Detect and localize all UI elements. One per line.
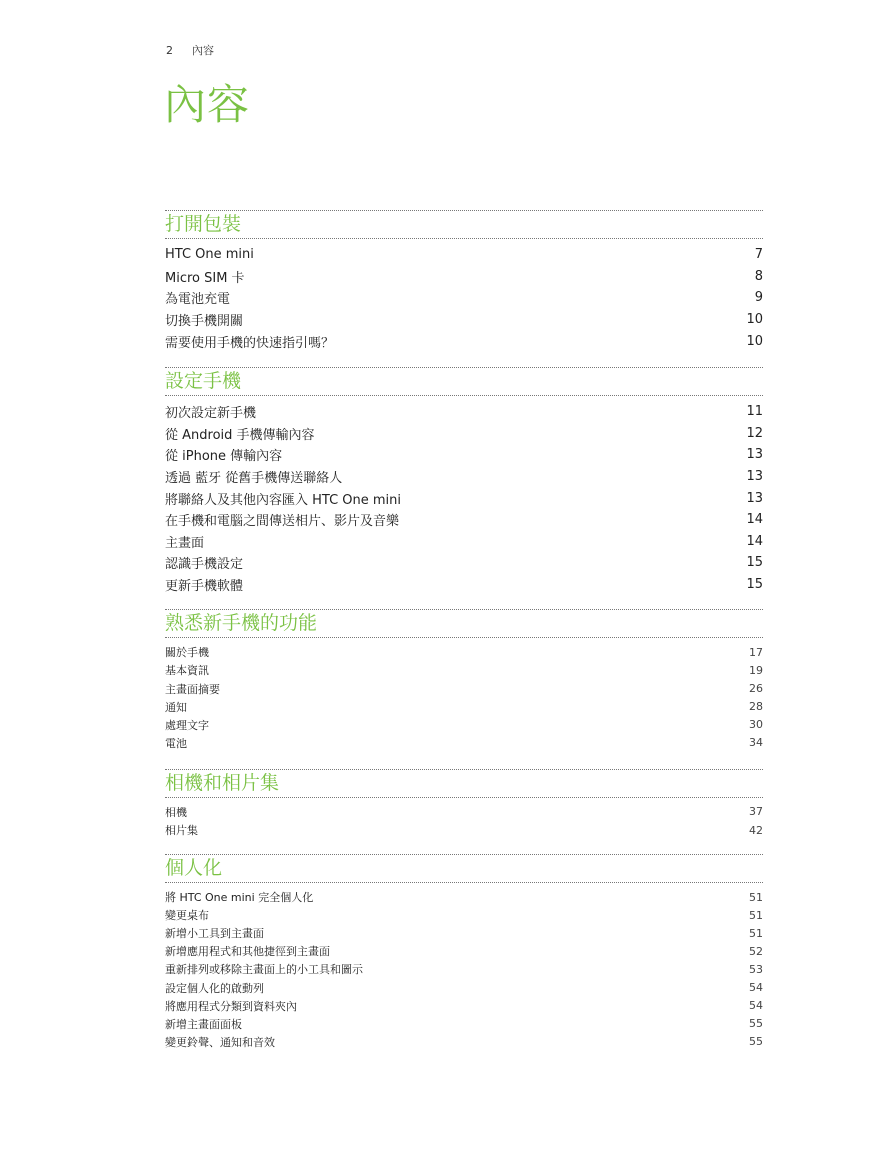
toc-entry-label: 透過 藍牙 從舊手機傳送聯絡人 <box>165 471 343 487</box>
toc-entry-page: 9 <box>754 290 763 306</box>
toc-entry[interactable] <box>165 906 763 924</box>
toc-entry-label: 從 Android 手機傳輸內容 <box>165 427 315 443</box>
toc-entry-label: 設定個人化的啟動列 <box>165 981 264 995</box>
toc-entry-page: 51 <box>749 908 763 922</box>
toc-entry-page: 12 <box>746 425 763 441</box>
toc-entry-label: 相機 <box>165 805 187 819</box>
table-of-contents <box>165 210 763 1051</box>
toc-entry[interactable] <box>165 888 763 906</box>
toc-entry[interactable] <box>165 661 763 679</box>
toc-section <box>165 367 763 595</box>
section-heading[interactable]: 熟悉新手機的功能 <box>165 609 763 638</box>
header-page-number: 2 <box>166 44 173 57</box>
toc-entry-label: 為電池充電 <box>165 292 231 308</box>
toc-entry-label: 認識手機設定 <box>165 557 244 573</box>
section-spacer <box>165 752 763 769</box>
section-spacer <box>165 352 763 367</box>
toc-entry-label: 變更桌布 <box>165 909 209 923</box>
toc-entry[interactable] <box>165 574 763 596</box>
toc-entry[interactable] <box>165 716 763 734</box>
toc-entry-label: 新增主畫面面板 <box>165 1017 242 1031</box>
toc-entry-page: 17 <box>749 645 763 659</box>
toc-entry-page: 52 <box>749 944 763 958</box>
toc-entry-label: 需要使用手機的快速指引嗎？ <box>165 335 335 351</box>
toc-entry-page: 37 <box>749 805 763 819</box>
toc-entry-page: 13 <box>746 490 763 506</box>
section-heading[interactable]: 設定手機 <box>165 367 763 396</box>
toc-entry-page: 10 <box>746 312 763 328</box>
toc-section <box>165 854 763 1051</box>
toc-entry[interactable] <box>165 330 763 352</box>
toc-entry[interactable] <box>165 552 763 574</box>
toc-entry[interactable] <box>165 734 763 752</box>
toc-entry-page: 15 <box>746 555 763 571</box>
toc-entry-page: 30 <box>749 718 763 732</box>
toc-entry-label: 更新手機軟體 <box>165 579 244 595</box>
toc-entry[interactable] <box>165 287 763 309</box>
toc-entry-label: 通知 <box>165 700 187 714</box>
toc-entry[interactable] <box>165 266 763 288</box>
toc-entry-page: 55 <box>749 1035 763 1049</box>
toc-entry[interactable] <box>165 821 763 839</box>
toc-entry-page: 8 <box>754 268 763 284</box>
toc-entry[interactable] <box>165 1015 763 1033</box>
toc-entry-page: 13 <box>746 469 763 485</box>
toc-entry-page: 7 <box>754 247 763 263</box>
toc-entry-label: 電池 <box>165 736 187 750</box>
toc-entry-label: 相片集 <box>165 824 198 838</box>
toc-section <box>165 769 763 839</box>
toc-section <box>165 609 763 752</box>
toc-entry-page: 26 <box>749 682 763 696</box>
toc-entry-label: 重新排列或移除主畫面上的小工具和圖示 <box>165 963 363 977</box>
toc-entry[interactable] <box>165 401 763 423</box>
toc-entry-page: 42 <box>749 823 763 837</box>
toc-entry-label: 切換手機開關 <box>165 314 244 330</box>
toc-entry[interactable] <box>165 924 763 942</box>
toc-entry-label: 主畫面摘要 <box>165 682 220 696</box>
toc-entry-label: 從 iPhone 傳輸內容 <box>165 449 283 465</box>
toc-entry-label: Micro SIM 卡 <box>165 270 245 286</box>
toc-entry-label: 將 HTC One mini 完全個人化 <box>165 891 314 905</box>
section-spacer <box>165 595 763 609</box>
toc-entry[interactable] <box>165 531 763 553</box>
toc-entry[interactable] <box>165 979 763 997</box>
toc-entry-label: 將應用程式分類到資料夾內 <box>165 999 297 1013</box>
running-header <box>166 42 214 58</box>
toc-entry-page: 19 <box>749 663 763 677</box>
toc-entry-label: 初次設定新手機 <box>165 406 257 422</box>
toc-entry-page: 55 <box>749 1017 763 1031</box>
toc-entry[interactable] <box>165 509 763 531</box>
toc-entry-label: 基本資訊 <box>165 664 209 678</box>
toc-section <box>165 210 763 352</box>
toc-entry-page: 54 <box>749 999 763 1013</box>
page-title: 內容 <box>164 80 251 129</box>
toc-entry-page: 15 <box>746 577 763 593</box>
toc-entry[interactable] <box>165 1033 763 1051</box>
section-heading[interactable]: 打開包裝 <box>165 210 763 239</box>
section-heading[interactable]: 相機和相片集 <box>165 769 763 798</box>
toc-entry-label: 新增小工具到主畫面 <box>165 927 264 941</box>
toc-entry-page: 51 <box>749 926 763 940</box>
toc-entry[interactable] <box>165 444 763 466</box>
toc-entry-label: 新增應用程式和其他捷徑到主畫面 <box>165 945 330 959</box>
toc-entry[interactable] <box>165 643 763 661</box>
section-spacer <box>165 839 763 854</box>
toc-entry-label: 主畫面 <box>165 535 205 551</box>
toc-entry-label: 關於手機 <box>165 646 209 660</box>
toc-entry-page: 28 <box>749 700 763 714</box>
toc-entry-label: HTC One mini <box>165 247 254 263</box>
toc-entry-label: 將聯絡人及其他內容匯入 HTC One mini <box>165 492 402 508</box>
toc-entry[interactable] <box>165 698 763 716</box>
toc-entry-page: 14 <box>746 533 763 549</box>
toc-entry[interactable] <box>165 466 763 488</box>
toc-entry[interactable] <box>165 803 763 821</box>
toc-entry-page: 34 <box>749 736 763 750</box>
toc-entry[interactable] <box>165 487 763 509</box>
toc-entry-label: 處理文字 <box>165 718 209 732</box>
toc-entry[interactable] <box>165 680 763 698</box>
toc-entry[interactable] <box>165 244 763 266</box>
toc-entry[interactable] <box>165 309 763 331</box>
toc-entry-page: 53 <box>749 962 763 976</box>
toc-entry-page: 14 <box>746 512 763 528</box>
toc-entry-page: 11 <box>746 404 763 420</box>
toc-entry[interactable] <box>165 960 763 978</box>
toc-entry-page: 54 <box>749 981 763 995</box>
toc-entry-page: 51 <box>749 890 763 904</box>
section-heading[interactable]: 個人化 <box>165 854 763 883</box>
toc-entry-page: 13 <box>746 447 763 463</box>
toc-entry[interactable] <box>165 997 763 1015</box>
toc-entry[interactable] <box>165 942 763 960</box>
toc-entry[interactable] <box>165 423 763 445</box>
toc-entry-page: 10 <box>746 333 763 349</box>
header-section-title: 內容 <box>192 44 214 57</box>
toc-entry-label: 變更鈴聲、通知和音效 <box>165 1035 275 1049</box>
toc-entry-label: 在手機和電腦之間傳送相片、影片及音樂 <box>165 514 400 530</box>
